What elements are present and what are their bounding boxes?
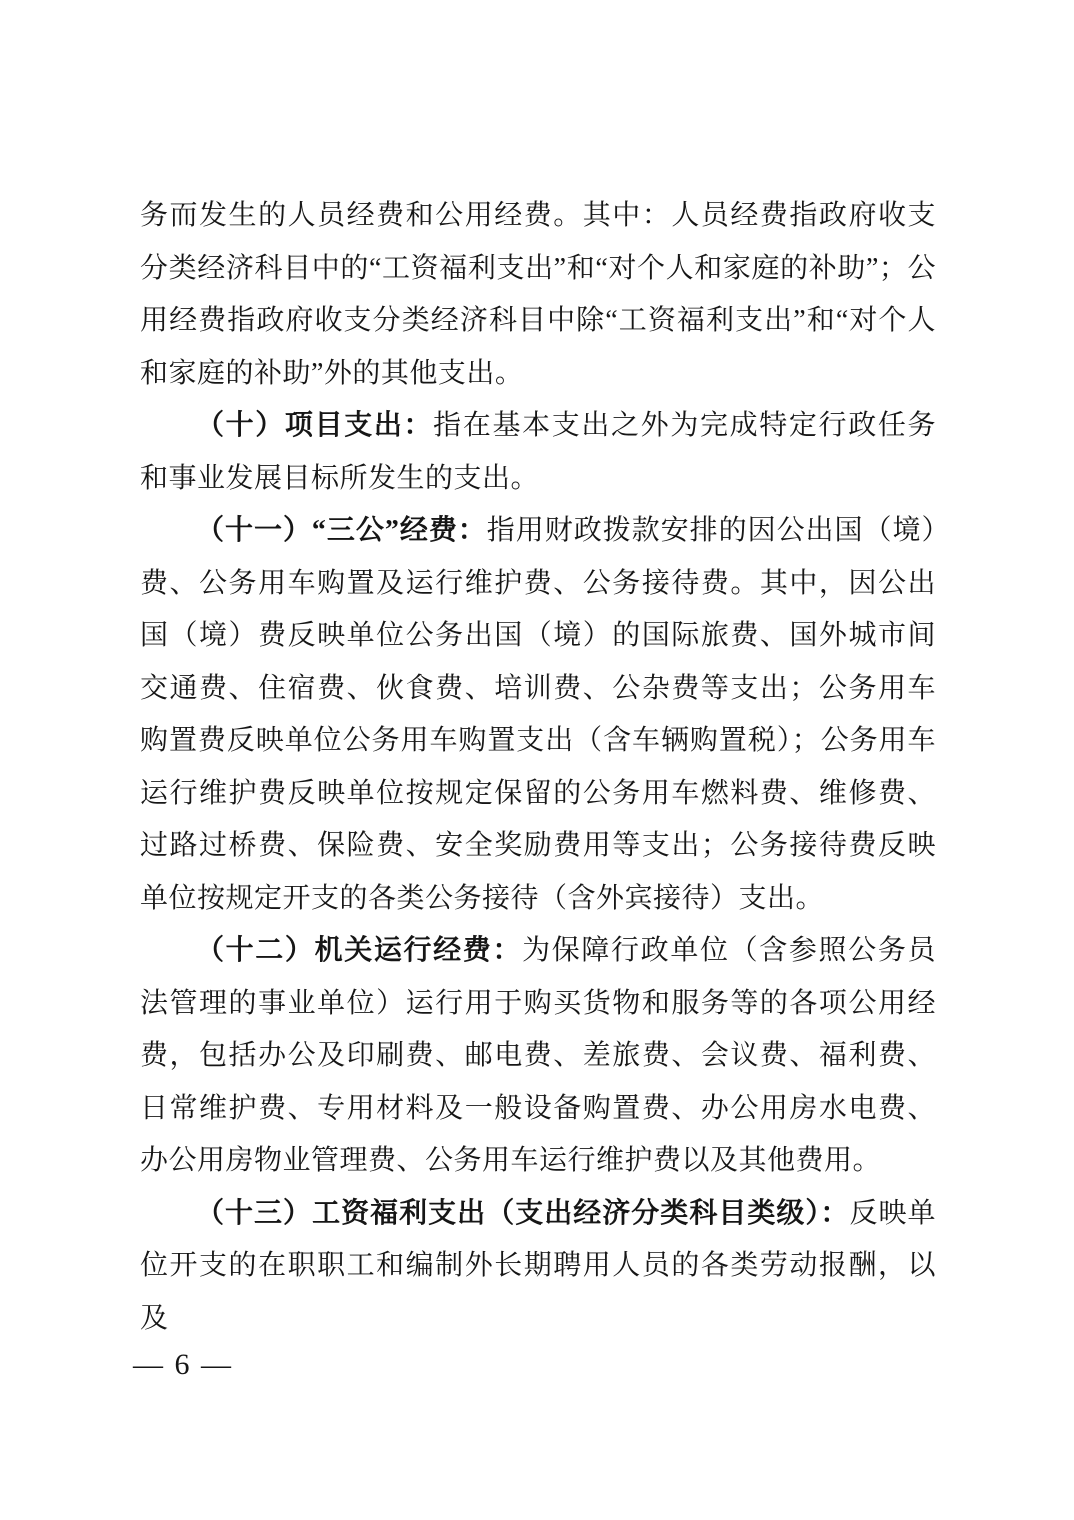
paragraph-item-12 — [140, 925, 936, 1188]
paragraph-lead: （十二）机关运行经费： — [196, 935, 523, 966]
paragraph-text: 为保障行政单位（含参照公务员法管理的事业单位）运行用于购买货物和服务等的各项公用经费，包括办公及印刷费、邮电费、差旅费、会议费、福利费、日常维护费、专用材料及一般设备购置费、办公用房水电费、办公用房物业管理费、公务用车运行维护费以及其他费用。 — [140, 935, 936, 1176]
page-number-text: — 6 — — [133, 1348, 233, 1381]
paragraph-lead: （十一）“三公”经费： — [196, 515, 487, 546]
page-number — [133, 1348, 233, 1382]
paragraph-continuation — [140, 190, 936, 400]
paragraph-lead: （十）项目支出： — [196, 410, 434, 441]
paragraph-text: 指在基本支出之外为完成特定行政任务和事业发展目标所发生的支出。 — [140, 410, 936, 494]
paragraph-text: 反映单位开支的在职职工和编制外长期聘用人员的各类劳动报酬，以及 — [140, 1197, 936, 1334]
document-body — [140, 190, 936, 1345]
paragraph-text: 指用财政拨款安排的因公出国（境）费、公务用车购置及运行维护费、公务接待费。其中，因公出国（境）费反映单位公务出国（境）的国际旅费、国外城市间交通费、住宿费、伙食费、培训费、公杂费等支出；公务用车购置费反映单位公务用车购置支出（含车辆购置税）；公务用车运行维护费反映单位按规定保留的公务用车燃料费、维修费、过路过桥费、保险费、安全奖励费用等支出；公务接待费反映单位按规定开支的各类公务接待（含外宾接待）支出。 — [140, 515, 936, 914]
paragraph-item-13 — [140, 1188, 936, 1346]
paragraph-item-11 — [140, 505, 936, 925]
paragraph-text: 务而发生的人员经费和公用经费。其中：人员经费指政府收支分类经济科目中的“工资福利支出”和“对个人和家庭的补助”；公用经费指政府收支分类经济科目中除“工资福利支出”和“对个人和家庭的补助”外的其他支出。 — [140, 200, 936, 389]
paragraph-item-10 — [140, 400, 936, 505]
paragraph-lead: （十三）工资福利支出（支出经济分类科目类级）： — [196, 1197, 850, 1229]
